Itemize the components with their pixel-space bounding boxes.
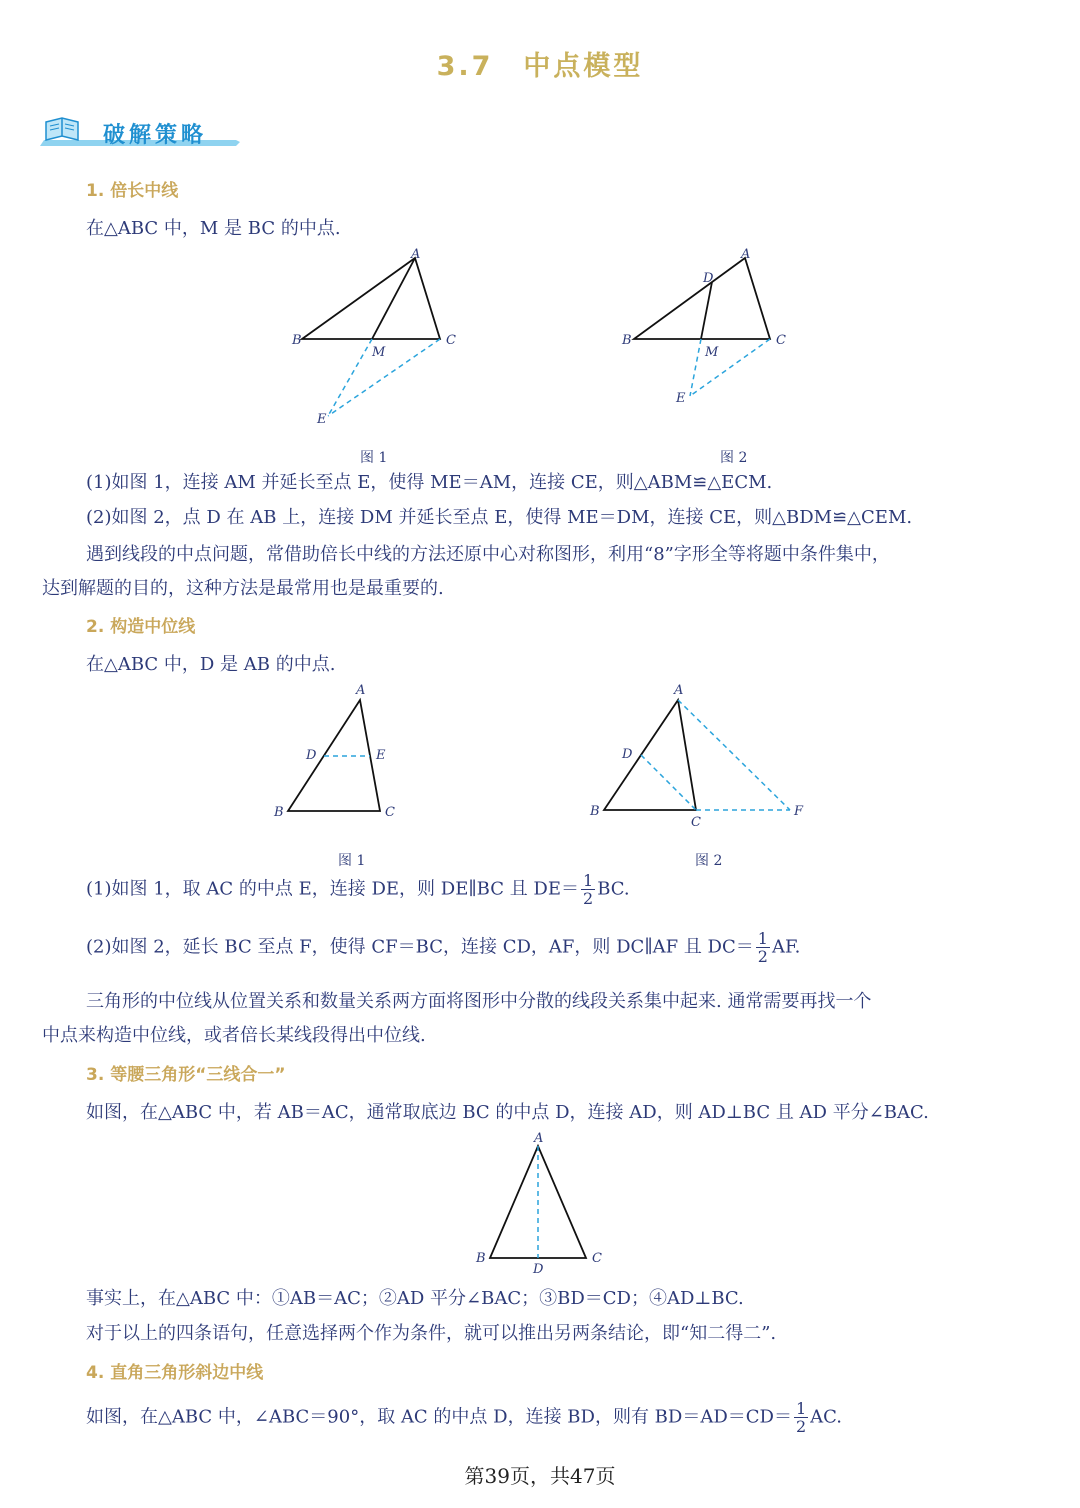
section-1-heading: 1. 倍长中线 [86,181,179,201]
label-B: B [292,333,302,348]
fraction-one-half: $\frac{1}{2}$ [795,1399,807,1436]
book-icon [46,118,78,140]
section-3-intro: 如图，在△ABC 中，若 AB＝AC，通常取底边 BC 的中点 D，连接 AD，则 AD⊥BC 且 AD 平分∠BAC. [86,1102,929,1123]
label-M: M [705,345,719,360]
s1-line-2: (2)如图 2，点 D 在 AB 上，连接 DM 并延长至点 E，使得 ME＝DM，连接 CE，则△BDM≌△CEM. [86,507,913,528]
s4-line-1: 如图，在△ABC 中，∠ABC＝90°，取 AC 的中点 D，连接 BD，则有 BD＝AD＝CD＝ $\frac{1}{2}$ AC. [86,1399,843,1436]
label-E: E [376,748,386,763]
badge-label: 破解策略 [103,123,208,148]
label-B: B [622,333,632,348]
label-A: A [356,683,366,698]
label-A: A [674,683,684,698]
s1-figure-2-caption: 图 2 [720,450,748,466]
s3-line-2: 对于以上的四条语句，任意选择两个作为条件，就可以推出另两条结论，即“知二得二”. [86,1323,777,1344]
section-2-intro: 在△ABC 中，D 是 AB 的中点. [86,654,336,675]
label-A: A [534,1131,544,1146]
label-B: B [274,805,284,820]
s3-figure [470,1128,620,1278]
s2-figure-1-caption: 图 1 [338,853,366,869]
s1-figure-1 [280,240,480,440]
s3-line-1: 事实上，在△ABC 中：①AB＝AC；②AD 平分∠BAC；③BD＝CD；④AD⊥BC. [86,1288,744,1309]
label-C: C [385,805,395,820]
s2-figure-1 [270,678,410,828]
label-C: C [691,815,701,830]
s2-figure-2-caption: 图 2 [695,853,723,869]
label-D: D [622,747,633,762]
label-A: A [411,247,421,262]
label-D: D [533,1262,544,1277]
label-D: D [306,748,317,763]
label-E: E [676,391,686,406]
s1-paragraph-b: 达到解题的目的，这种方法是最常用也是最重要的. [42,578,444,599]
section-1-intro: 在△ABC 中，M 是 BC 的中点. [86,218,341,239]
label-M: M [372,345,386,360]
s2-line-1: (1)如图 1，取 AC 的中点 E，连接 DE，则 DE∥BC 且 DE＝ $\frac{1}{2}$ BC. [86,871,630,908]
label-C: C [446,333,456,348]
label-C: C [592,1251,602,1266]
label-C: C [776,333,786,348]
s1-figure-1-caption: 图 1 [360,450,388,466]
label-D: D [703,271,714,286]
section-2-heading: 2. 构造中位线 [86,617,196,637]
section-4-heading: 4. 直角三角形斜边中线 [86,1363,264,1383]
label-B: B [590,804,600,819]
label-A: A [741,247,751,262]
label-E: E [317,412,327,427]
page-title: 3.7 中点模型 [436,51,644,82]
fraction-one-half: $\frac{1}{2}$ [757,929,768,966]
s2-paragraph-a: 三角形的中位线从位置关系和数量关系两方面将图形中分散的线段关系集中起来. 通常需要再找一个 [86,991,872,1012]
s1-line-1: (1)如图 1，连接 AM 并延长至点 E，使得 ME＝AM，连接 CE，则△ABM≌△ECM. [86,472,773,493]
section-3-heading: 3. 等腰三角形“三线合一” [86,1065,286,1085]
fraction-one-half: $\frac{1}{2}$ [583,871,594,908]
s1-paragraph-a: 遇到线段的中点问题，常借助倍长中线的方法还原中心对称图形，利用“8”字形全等将题中条件集中， [86,544,890,565]
s1-figure-2 [610,240,810,420]
s2-line-2: (2)如图 2，延长 BC 至点 F，使得 CF＝BC，连接 CD，AF，则 DC∥AF 且 DC＝ $\frac{1}{2}$ AF. [86,929,801,966]
label-B: B [476,1251,486,1266]
page-footer: 第39页，共47页 [464,1464,616,1488]
label-F: F [794,804,804,819]
s2-figure-2 [580,678,820,838]
s2-paragraph-b: 中点来构造中位线，或者倍长某线段得出中位线. [42,1025,426,1046]
